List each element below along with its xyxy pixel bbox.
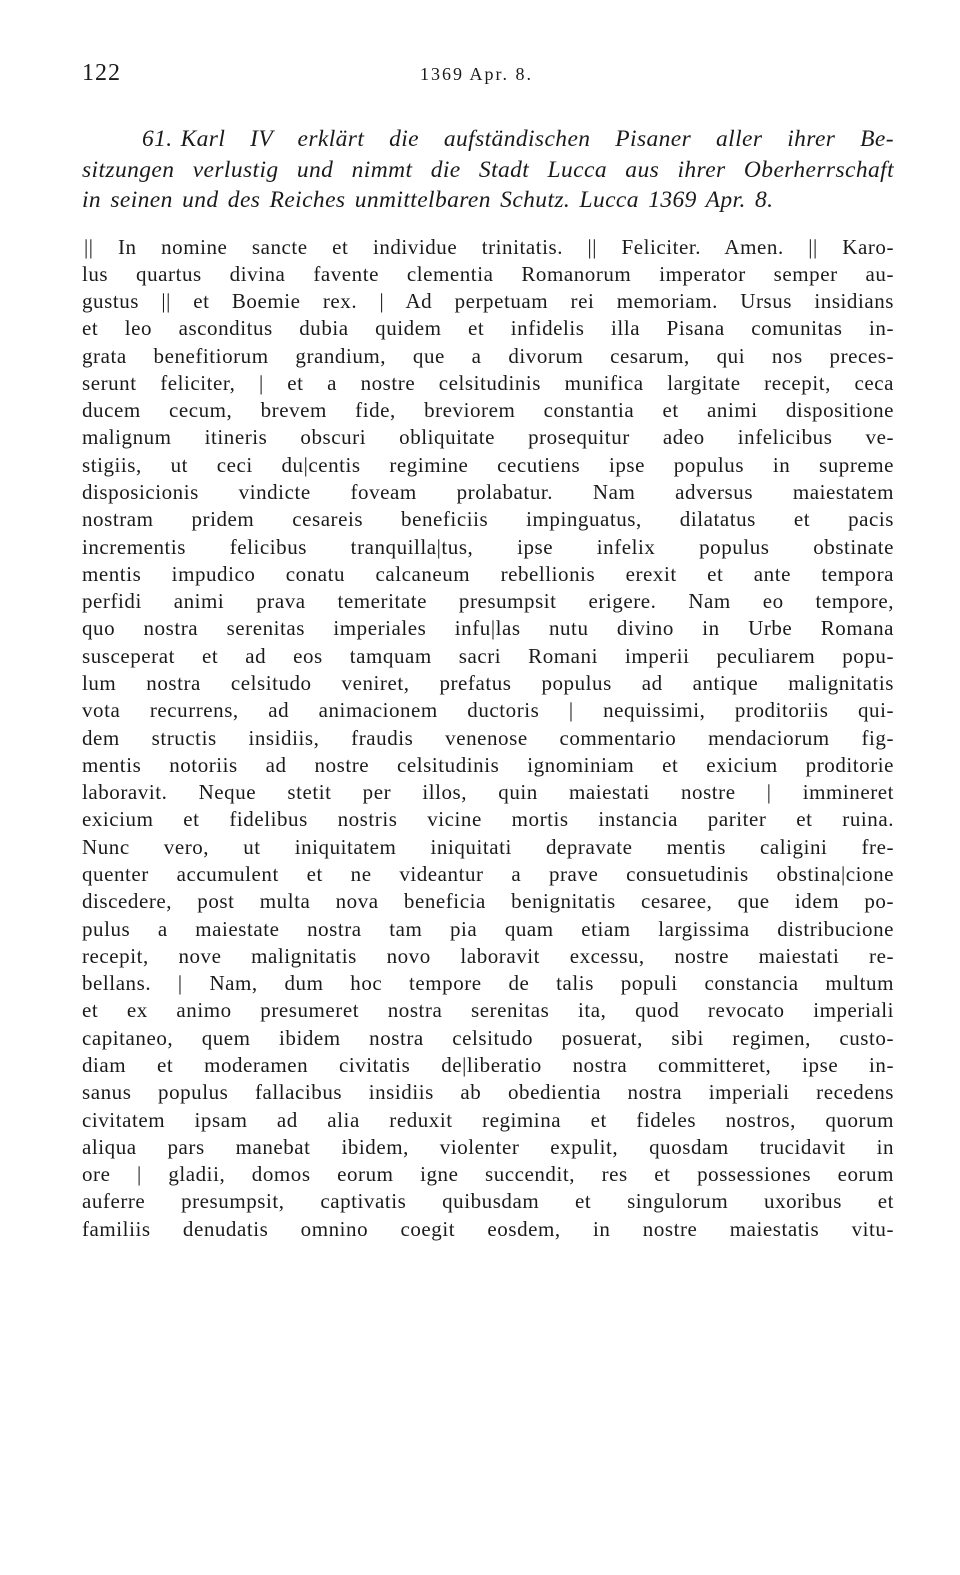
body-line: vota recurrens, ad animacionem ductoris | nequissimi, proditoriis qui- bbox=[82, 698, 894, 723]
body-line: nostram pridem cesareis beneficiis impinguatus, dilatatus et pacis bbox=[82, 507, 894, 532]
body-line: discedere, post multa nova beneficia benignitatis cesaree, que idem po- bbox=[82, 889, 894, 914]
body-line: bellans. | Nam, dum hoc tempore de talis populi constancia multum bbox=[82, 971, 894, 996]
body-line: Nunc vero, ut iniquitatem iniquitati depravate mentis caligini fre- bbox=[82, 834, 894, 859]
body-line: mentis impudico conatu calcaneum rebellionis erexit et ante tempora bbox=[82, 561, 894, 586]
body-line: aliqua pars manebat ibidem, violenter expulit, quosdam trucidavit in bbox=[82, 1134, 894, 1159]
body-line: exicium et fidelibus nostris vicine mortis instancia pariter et ruina. bbox=[82, 807, 894, 832]
body-line: recepit, nove malignitatis novo laboravit excessu, nostre maiestati re- bbox=[82, 943, 894, 968]
body-line: quenter accumulent et ne videantur a prave consuetudinis obstina|cione bbox=[82, 861, 894, 886]
body-line: capitaneo, quem ibidem nostra celsitudo posuerat, sibi regimen, custo- bbox=[82, 1025, 894, 1050]
body-line: gustus || et Boemie rex. | Ad perpetuam rei memoriam. Ursus insidians bbox=[82, 289, 894, 314]
body-line: perfidi animi prava temeritate presumpsit erigere. Nam eo tempore, bbox=[82, 589, 894, 614]
document-page bbox=[82, 60, 894, 1243]
body-line: quo nostra serenitas imperiales infu|las nutu divino in Urbe Romana bbox=[82, 616, 894, 641]
document-body bbox=[82, 234, 894, 1243]
body-line: dem structis insidiis, fraudis venenose commentario mendaciorum fig- bbox=[82, 725, 894, 750]
body-line: mentis notoriis ad nostre celsitudinis ignominiam et exicium proditorie bbox=[82, 752, 894, 777]
page-number: 122 bbox=[82, 60, 121, 86]
regest-line: sitzungen verlustig und nimmt die Stadt Lucca aus ihrer Oberherrschaft bbox=[82, 156, 894, 183]
body-line: || In nomine sancte et individue trinitatis. || Feliciter. Amen. || Karo- bbox=[84, 234, 894, 259]
body-line: et leo asconditus dubia quidem et infidelis illa Pisana comunitas in- bbox=[82, 316, 894, 341]
body-line: pulus a maiestate nostra tam pia quam etiam largissima distribucione bbox=[82, 916, 894, 941]
body-line: ducem cecum, brevem fide, breviorem constantia et animi dispositione bbox=[82, 398, 894, 423]
document-regest bbox=[82, 124, 894, 216]
regest-line: 61. Karl IV erklärt die aufständischen Pisaner aller ihrer Be- bbox=[142, 126, 894, 152]
document-number: 61. bbox=[142, 126, 173, 152]
body-line: susceperat et ad eos tamquam sacri Romani imperii peculiarem popu- bbox=[82, 643, 894, 668]
body-line: sanus populus fallacibus insidiis ab obedientia nostra imperiali recedens bbox=[82, 1080, 894, 1105]
body-line: stigiis, ut ceci du|centis regimine cecutiens ipse populus in supreme bbox=[82, 452, 894, 477]
running-head-date: 1369 Apr. 8. bbox=[420, 64, 534, 84]
regest-line: in seinen und des Reiches unmittelbaren Schutz. Lucca 1369 Apr. 8. bbox=[82, 187, 774, 213]
body-line: incrementis felicibus tranquilla|tus, ipse infelix populus obstinate bbox=[82, 534, 894, 559]
body-line: lus quartus divina favente clementia Romanorum imperator semper au- bbox=[82, 261, 894, 286]
body-line: ore | gladii, domos eorum igne succendit, res et possessiones eorum bbox=[82, 1162, 894, 1187]
body-line: laboravit. Neque stetit per illos, quin maiestati nostre | immineret bbox=[82, 780, 894, 805]
body-line: et ex animo presumeret nostra serenitas ita, quod revocato imperiali bbox=[82, 998, 894, 1023]
body-line: diam et moderamen civitatis de|liberatio nostra committeret, ipse in- bbox=[82, 1052, 894, 1077]
body-line: auferre presumpsit, captivatis quibusdam et singulorum uxoribus et bbox=[82, 1189, 894, 1214]
body-line: familiis denudatis omnino coegit eosdem, in nostre maiestatis vitu- bbox=[82, 1216, 894, 1241]
body-line: serunt feliciter, | et a nostre celsitudinis munifica largitate recepit, ceca bbox=[82, 370, 894, 395]
body-line: disposicionis vindicte foveam prolabatur. Nam adversus maiestatem bbox=[82, 480, 894, 505]
body-line: grata benefitiorum grandium, que a divorum cesarum, qui nos preces- bbox=[82, 343, 894, 368]
page-header bbox=[82, 60, 894, 94]
body-line: malignum itineris obscuri obliquitate prosequitur adeo infelicibus ve- bbox=[82, 425, 894, 450]
body-line: lum nostra celsitudo veniret, prefatus populus ad antique malignitatis bbox=[82, 671, 894, 695]
body-line: civitatem ipsam ad alia reduxit regimina et fideles nostros, quorum bbox=[82, 1107, 894, 1132]
